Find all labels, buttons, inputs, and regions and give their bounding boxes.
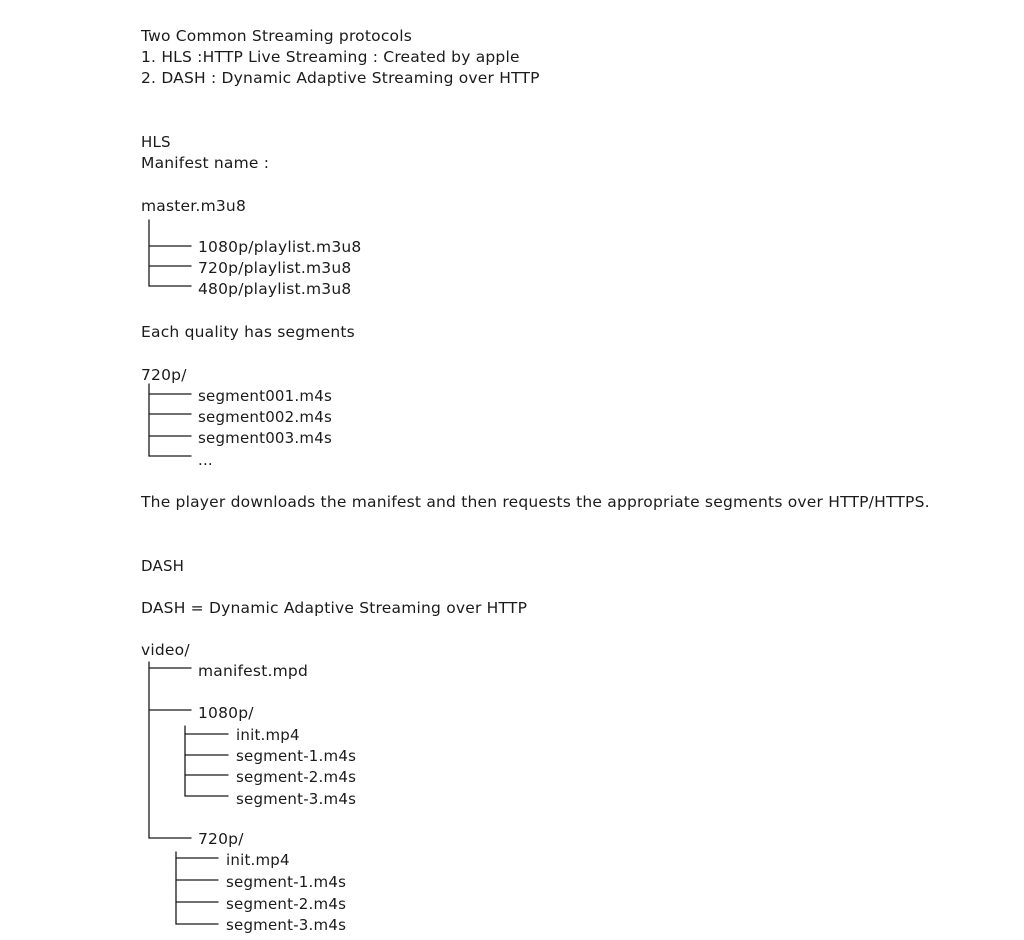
dash-1080p-segment-3: segment-3.m4s: [236, 790, 357, 808]
hls-quality-note: Each quality has segments: [141, 323, 355, 341]
intro-dash-line: 2. DASH : Dynamic Adaptive Streaming over HTTP: [141, 69, 540, 87]
hls-heading: HLS: [141, 133, 171, 151]
dash-definition: DASH = Dynamic Adaptive Streaming over HTTP: [141, 599, 528, 617]
hls-quality-dir: 720p/: [141, 366, 187, 384]
hls-playlist-720p: 720p/playlist.m3u8: [198, 259, 352, 277]
dash-720p-segment-1: segment-1.m4s: [226, 873, 347, 891]
dash-720p-segment-2: segment-2.m4s: [226, 895, 347, 913]
dash-dir-1080p: 1080p/: [198, 704, 254, 722]
hls-segment-002: segment002.m4s: [198, 408, 332, 426]
hls-master-manifest: master.m3u8: [141, 197, 247, 215]
hls-manifest-label: Manifest name :: [141, 154, 270, 172]
dash-root-dir: video/: [141, 641, 190, 659]
intro-title: Two Common Streaming protocols: [141, 27, 413, 45]
hls-segment-ellipsis: ...: [198, 451, 213, 469]
hls-player-note: The player downloads the manifest and then requests the appropriate segments over HTTP/HTTPS.: [141, 493, 930, 511]
dash-1080p-segment-2: segment-2.m4s: [236, 768, 357, 786]
hls-segment-003: segment003.m4s: [198, 429, 332, 447]
hls-segment-001: segment001.m4s: [198, 387, 332, 405]
hls-playlist-480p: 480p/playlist.m3u8: [198, 280, 352, 298]
dash-dir-720p: 720p/: [198, 830, 244, 848]
dash-720p-init: init.mp4: [226, 851, 290, 869]
dash-1080p-segment-1: segment-1.m4s: [236, 747, 357, 765]
dash-720p-segment-3: segment-3.m4s: [226, 916, 347, 934]
dash-heading: DASH: [141, 557, 185, 575]
dash-manifest-file: manifest.mpd: [198, 662, 308, 680]
intro-hls-line: 1. HLS :HTTP Live Streaming : Created by apple: [141, 48, 520, 66]
dash-1080p-init: init.mp4: [236, 726, 300, 744]
hls-playlist-1080p: 1080p/playlist.m3u8: [198, 238, 362, 256]
